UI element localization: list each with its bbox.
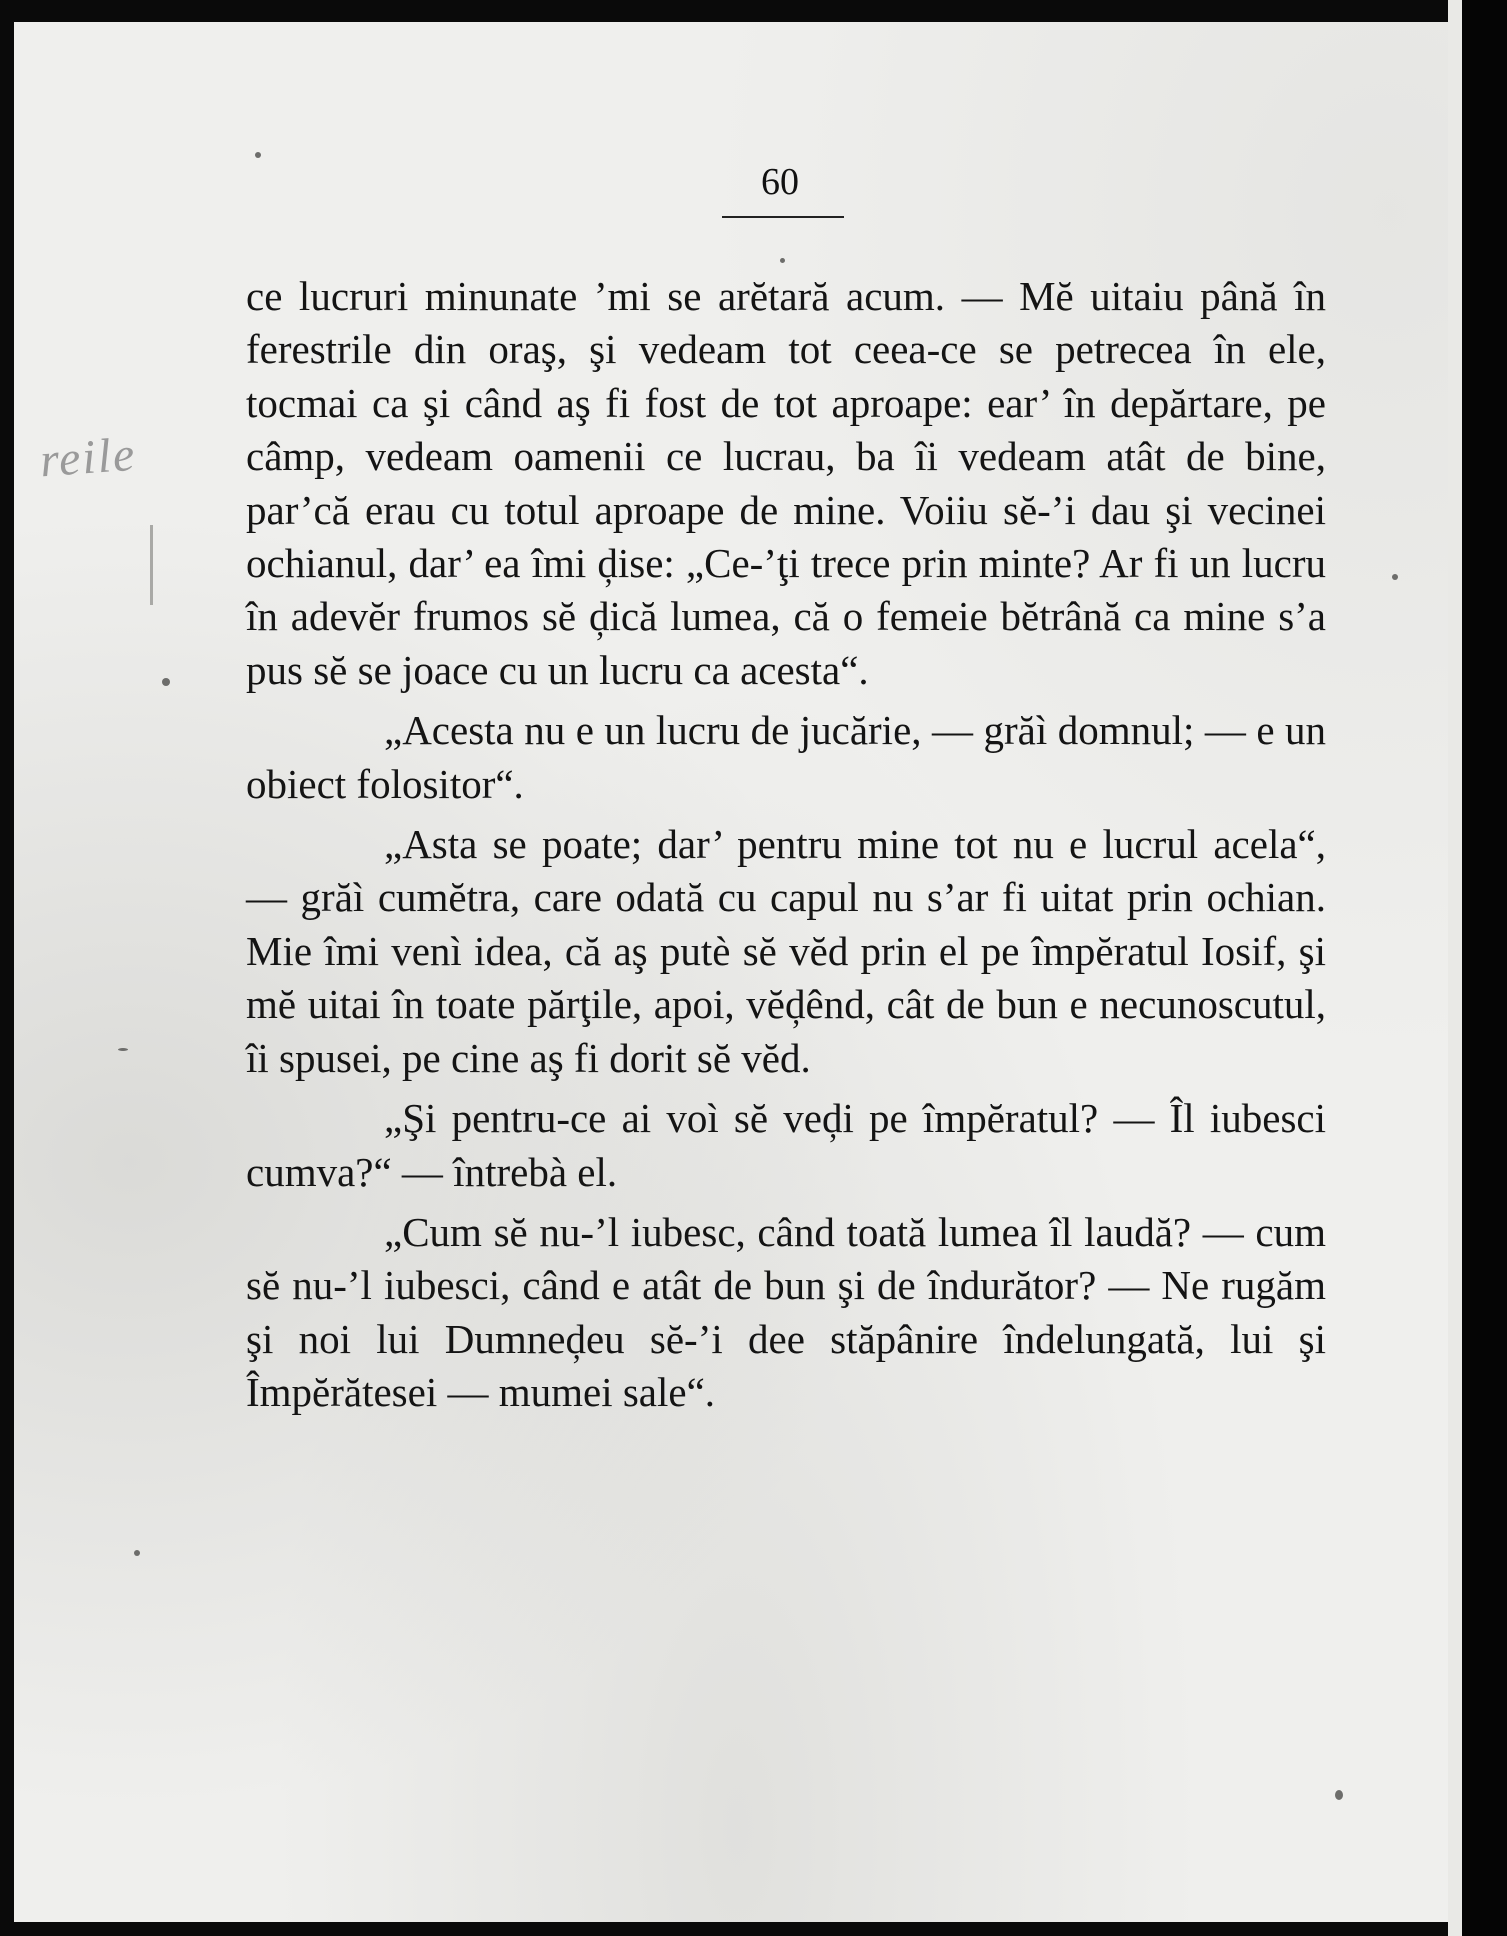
- scan-border: [1462, 0, 1507, 1936]
- paper-speck: [255, 152, 261, 158]
- paragraph: „Asta se poate; dar’ pentru mine tot nu e lucrul acela“, — grăì cumĕtra, care odată cu capul nu s’ar fi uitat prin ochian. Mie îmi venì idea, că aş putè sĕ vĕd prin el pe împĕratul Iosif, şi mĕ uitai în toate părţile, apoi, vĕḑênd, cât de bun e necunoscutul, îi spusei, pe cine aş fi dorit sĕ vĕd.: [246, 821, 1326, 1081]
- body-text: [246, 270, 1326, 1427]
- paper-speck: [780, 258, 785, 263]
- margin-pencil-mark: [150, 525, 153, 605]
- paragraph: ce lucruri minunate ’mi se arĕtară acum. — Mĕ uitaiu până în ferestrile din oraş, şi vedeam tot ceea-ce se petrecea în ele, tocmai ca şi când aş fi fost de tot aproape: ear’ în depărtare, pe câmp, vedeam oamenii ce lucrau, ba îi vedeam atât de bine, par’că erau cu totul aproape de mine. Voiiu sĕ-’i dau şi vecinei ochianul, dar’ ea îmi ḑise: „Ce-’ţi trece prin minte? Ar fi un lucru în adevĕr frumos sĕ ḑică lumea, că o femeie bĕtrână ca mine s’a pus sĕ se joace cu un lucru ca acesta“.: [246, 273, 1326, 693]
- paper-speck: [1335, 1790, 1343, 1800]
- page-number-rule: [722, 216, 844, 218]
- margin-handwriting: reile: [38, 427, 138, 488]
- page-edge-strip: [1448, 0, 1462, 1936]
- paper-speck: [134, 1550, 140, 1556]
- paper-speck: [1392, 574, 1398, 580]
- paper-speck: [118, 1048, 128, 1051]
- page-number: 60: [761, 161, 799, 203]
- paragraph: „Cum sĕ nu-’l iubesc, când toată lumea îl laudă? — cum sĕ nu-’l iubesci, când e atât de bun şi de îndurător? — Ne rugăm şi noi lui Dumneḑeu sĕ-’i dee stăpânire îndelungată, lui şi Împĕrătesei — mumei sale“.: [246, 1208, 1326, 1416]
- paragraph: „Acesta nu e un lucru de jucărie, — grăì domnul; — e un obiect folositor“.: [246, 707, 1326, 807]
- paragraph: „Şi pentru-ce ai voì sĕ veḑi pe împĕratul? — Îl iubesci cumva?“ — întrebà el.: [246, 1095, 1326, 1195]
- paper-speck: [162, 678, 170, 686]
